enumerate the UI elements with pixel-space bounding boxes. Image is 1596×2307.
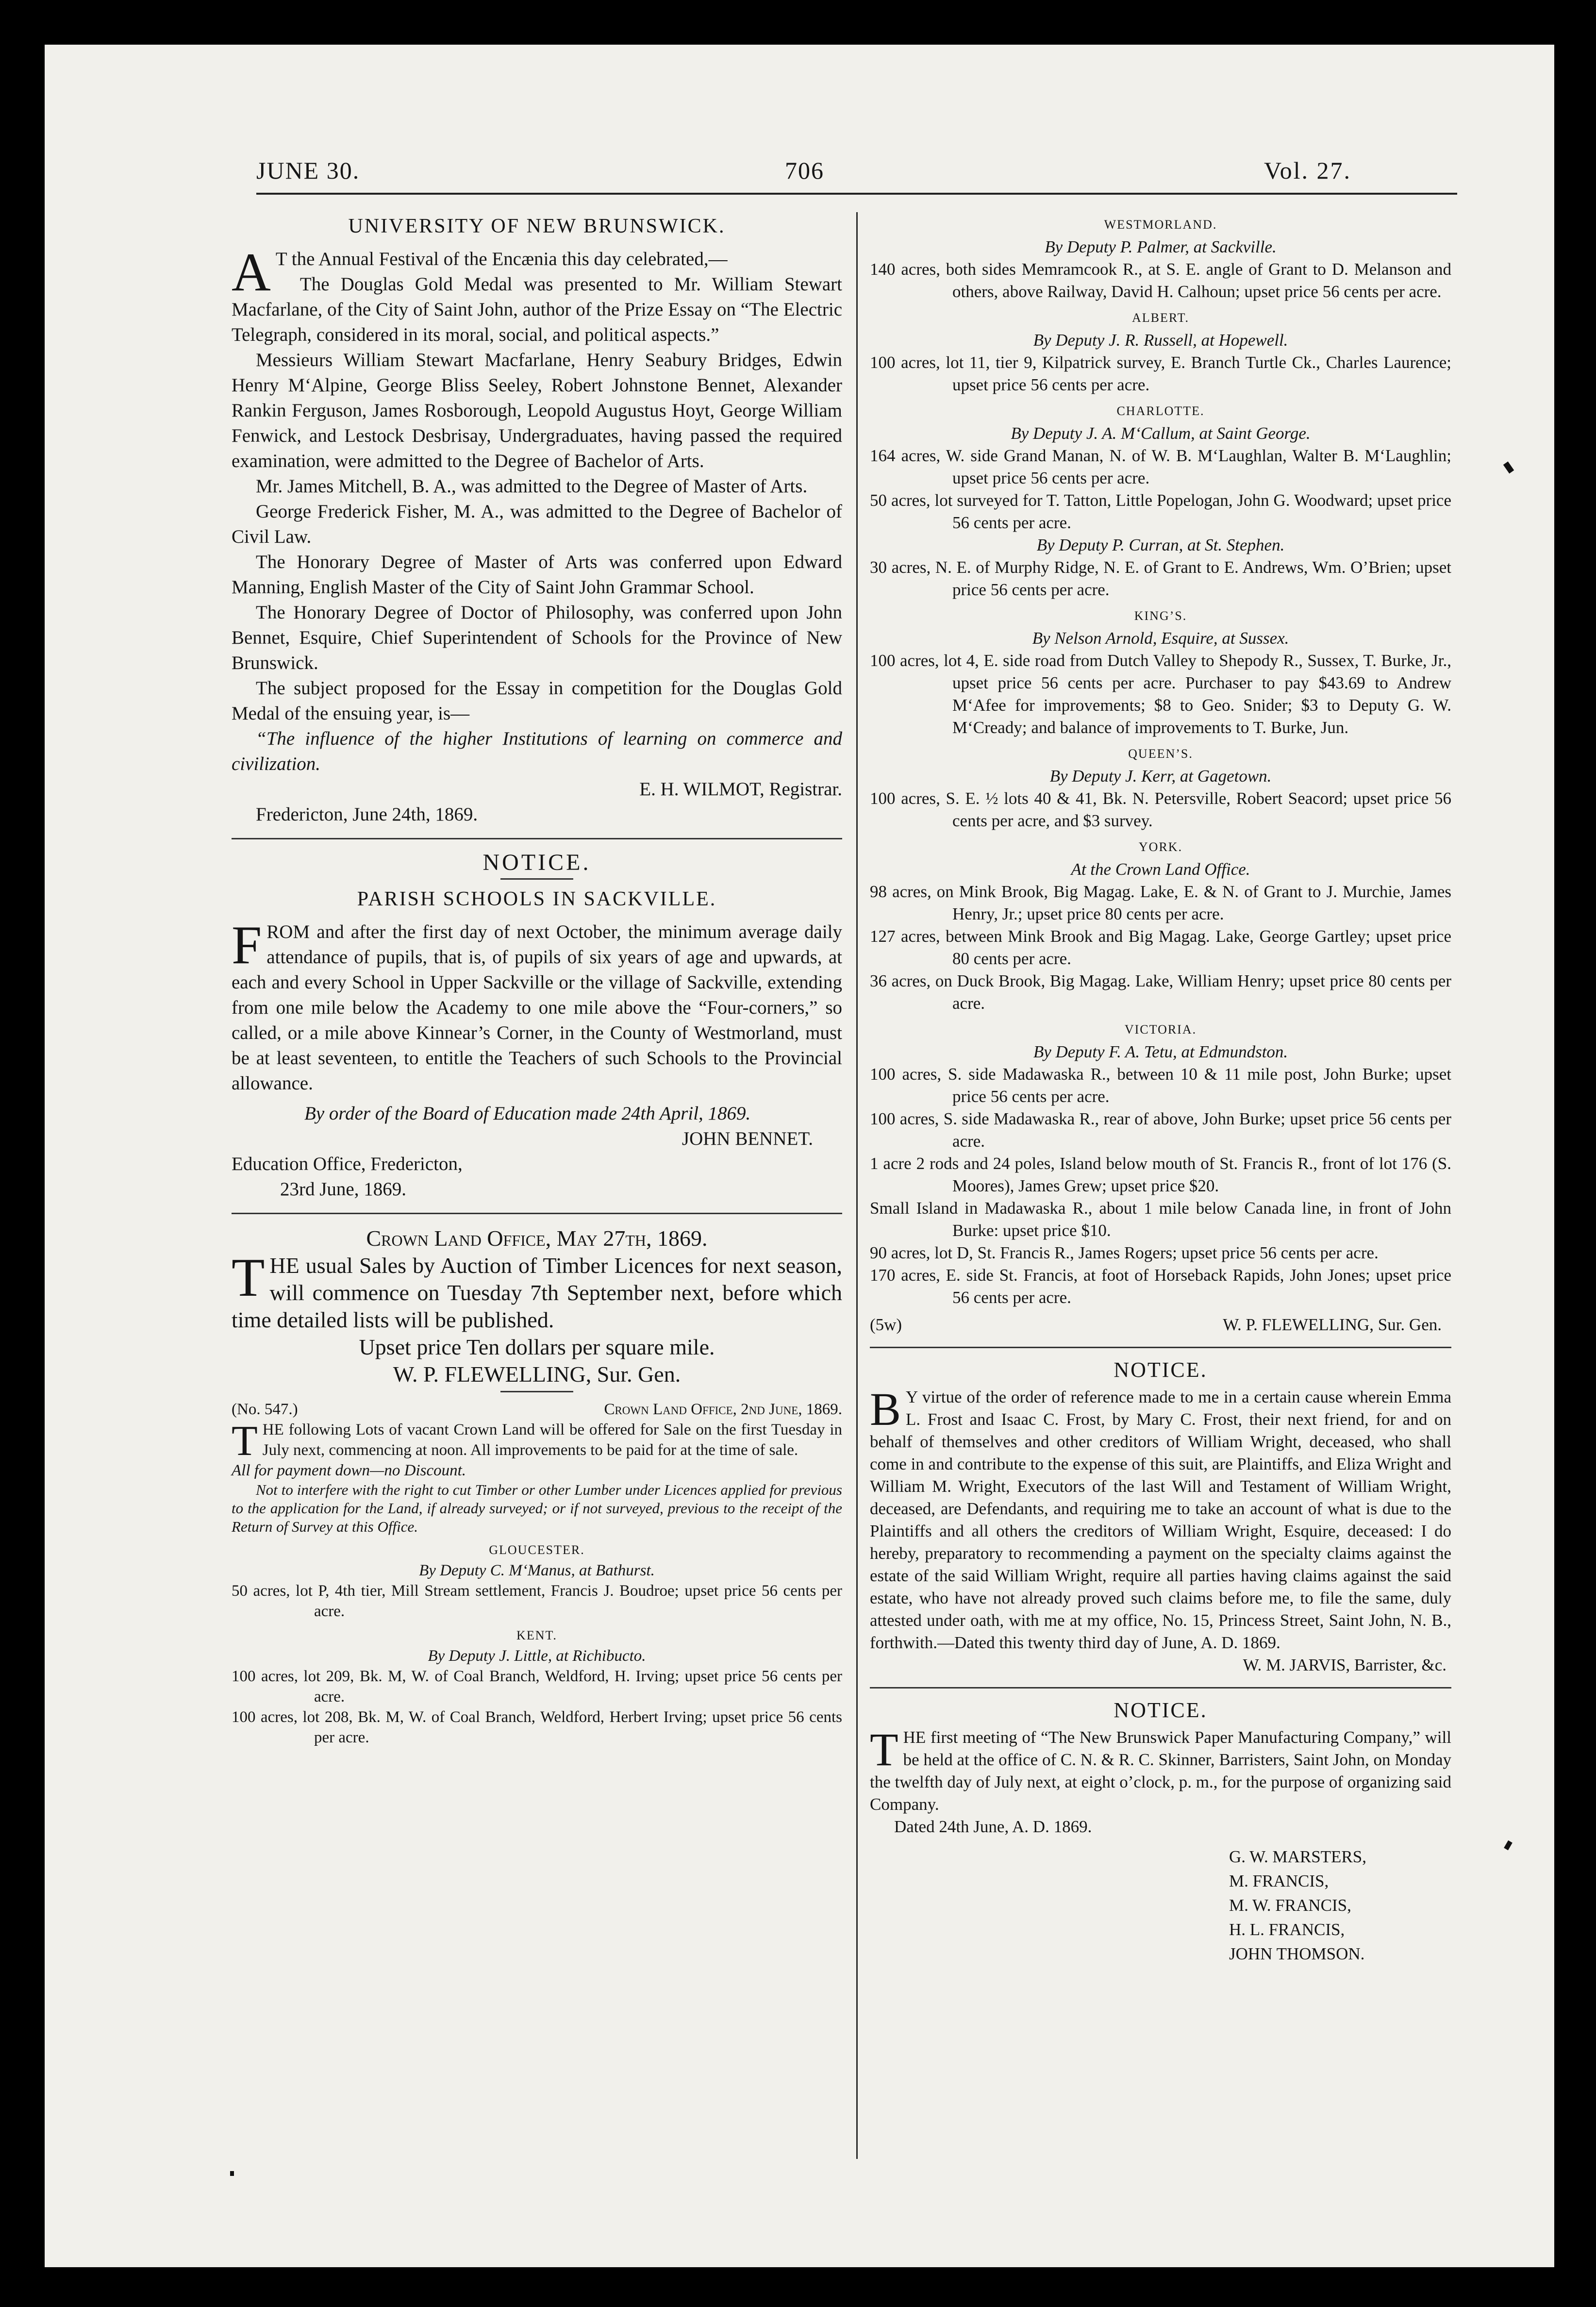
county-name: KENT. <box>516 1628 557 1642</box>
land-lot: 100 acres, S. side Madawaska R., between 10 & 11 mile post, John Burke; upset price 56 cents per acre. <box>870 1065 1451 1106</box>
county-name: VICTORIA. <box>1124 1022 1197 1036</box>
sackville-body: ROM and after the first day of next October, the minimum average daily attendance of pupils, that is, of pupils of six years of age and upwards, at each and every School in Upper Sackville or the village of Sackville, extending from one mile below the Academy to one mile above the “Four-corners,” so called, or a mile above Kinnear’s Corner, in the County of Westmorland, must be at least seventeen, to entitle the Teachers of such Schools to the Provincial allowance. <box>232 921 842 1094</box>
crown-lots-notice <box>232 1399 842 1748</box>
county-name: GLOUCESTER. <box>489 1543 585 1557</box>
county-block <box>870 307 1451 396</box>
signatory: M. W. FRANCIS, <box>1229 1896 1351 1915</box>
paper-blemish <box>1504 1840 1513 1851</box>
land-lot: 100 acres, lot 208, Bk. M, W. of Coal Branch, Weldford, Herbert Irving; upset price 56 cents per acre. <box>232 1708 842 1746</box>
land-lot: 98 acres, on Mink Brook, Big Magag. Lake, E. & N. of Grant to J. Murchie, James Henry, Jr.; upset price 80 cents per acre. <box>870 882 1451 923</box>
county-block <box>232 1540 842 1622</box>
county-block <box>870 836 1451 1015</box>
signatory: JOHN THOMSON. <box>1229 1944 1365 1963</box>
county-name: WESTMORLAND. <box>1104 217 1217 232</box>
right-column <box>870 210 1451 1966</box>
crown-lots-heading: Crown Land Office, 2nd June, 1869. <box>604 1401 842 1418</box>
deputy-line: By Nelson Arnold, Esquire, at Sussex. <box>1032 629 1289 648</box>
paper-blemish <box>1503 462 1514 474</box>
land-lot: 50 acres, lot surveyed for T. Tatton, Little Popelogan, John G. Woodward; upset price 56 cents per acre. <box>870 491 1451 532</box>
crown-lots-body: HE following Lots of vacant Crown Land will be offered for Sale on the first Tuesday in July next, commencing at noon. All improvements to be paid for at the time of sale. <box>262 1421 842 1459</box>
county-block <box>870 1019 1451 1309</box>
university-dateline: Fredericton, June 24th, 1869. <box>256 804 478 825</box>
deputy-line: By Deputy J. Little, at Richibucto. <box>428 1647 646 1665</box>
paper-company-dated: Dated 24th June, A. D. 1869. <box>894 1817 1092 1836</box>
bennet-signature: JOHN BENNET. <box>682 1128 813 1149</box>
notice-title: NOTICE. <box>1114 1358 1208 1382</box>
notice-title: NOTICE. <box>1114 1698 1208 1722</box>
county-block <box>870 534 1451 601</box>
education-office: Education Office, Fredericton, <box>232 1154 463 1174</box>
university-para: George Frederick Fisher, M. A., was admitted to the Degree of Bachelor of Civil Law. <box>232 501 842 547</box>
deputy-line: By Deputy J. R. Russell, at Hopewell. <box>1033 331 1288 350</box>
deputy-line: By Deputy P. Palmer, at Sackville. <box>1045 237 1277 256</box>
timber-sale-notice <box>232 1225 842 1392</box>
county-block <box>232 1625 842 1748</box>
land-lot: 50 acres, lot P, 4th tier, Mill Stream settlement, Francis J. Boudroe; upset price 56 cents per acre. <box>232 1582 842 1620</box>
county-name: CHARLOTTE. <box>1116 404 1205 418</box>
page-date: JUNE 30. <box>256 157 360 184</box>
board-order: By order of the Board of Education made 24th April, 1869. <box>304 1103 751 1124</box>
deputy-line: By Deputy P. Curran, at St. Stephen. <box>1036 535 1285 554</box>
land-lot: 90 acres, lot D, St. Francis R., James Rogers; upset price 56 cents per acre. <box>870 1243 1379 1262</box>
land-lot: 100 acres, lot 11, tier 9, Kilpatrick survey, E. Branch Turtle Ck., Charles Laurence; upset price 56 cents per acre. <box>870 353 1451 394</box>
payment-terms: All for payment down—no Discount. <box>232 1462 466 1479</box>
notice-subtitle: PARISH SCHOOLS IN SACKVILLE. <box>357 888 717 910</box>
paper-company-body: HE first meeting of “The New Brunswick Paper Manufacturing Company,” will be held at the office of C. N. & R. C. Skinner, Barristers, Saint John, on Monday the twelfth day of July next, at eight o’clock, p. m., for the purpose of organizing said Company. <box>870 1728 1451 1814</box>
frost-wright-body: Y virtue of the order of reference made to me in a certain cause wherein Emma L. Frost and Isaac C. Frost, by Mary C. Frost, their next friend, for and on behalf of themselves and other creditors of William Wright, deceased, who shall come in and contribute to the expense of this suit, are Plaintiffs, and Eliza Wright and William M. Wright, Executors of the last Will and Testament of William Wright, deceased, are Defendants, and requiring me to take an account of what is due to the Plaintiffs and all others the creditors of William Wright, Esquire, deceased: I do hereby, preparatory to recommending a payment on the specialty claims against the estate of the said William Wright, require all parties having claims against the said estate, who have not already proved such claims before me, to file the same, duly attested under oath, with me at my office, No. 15, Princess Street, Saint John, N. B., forthwith.—Dated this twenty third day of June, A. D. 1869. <box>870 1388 1451 1652</box>
county-name: ALBERT. <box>1131 311 1190 325</box>
land-lot: 100 acres, S. side Madawaska R., rear of above, John Burke; upset price 56 cents per acre. <box>870 1109 1451 1151</box>
signatory: M. FRANCIS, <box>1229 1872 1329 1890</box>
land-lot: 30 acres, N. E. of Murphy Ridge, N. E. of Grant to E. Andrews, Wm. O’Brien; upset price 56 cents per acre. <box>870 558 1451 599</box>
section-rule <box>870 1347 1451 1348</box>
upset-price-line: Upset price Ten dollars per square mile. <box>359 1335 715 1359</box>
county-list-left <box>232 1540 842 1748</box>
land-lot: 100 acres, lot 209, Bk. M, W. of Coal Branch, Weldford, H. Irving; upset price 56 cents per acre. <box>232 1668 842 1705</box>
deputy-line: At the Crown Land Office. <box>1071 860 1250 879</box>
paper-company-notice <box>870 1699 1451 1966</box>
university-title: UNIVERSITY OF NEW BRUNSWICK. <box>348 215 726 237</box>
education-date: 23rd June, 1869. <box>280 1179 406 1200</box>
land-lot: 36 acres, on Duck Brook, Big Magag. Lake, William Henry; upset price 80 cents per acre. <box>870 971 1451 1013</box>
flewelling-signature: W. P. FLEWELLING, Sur. Gen. <box>393 1362 681 1387</box>
drop-cap: A <box>232 242 271 302</box>
timber-caveat: Not to interfere with the right to cut Timber or other Lumber under Licences applied for previous to the application for the Land, if already surveyed; or if not surveyed, previous to the receipt of the Return of Survey at this Office. <box>232 1481 842 1535</box>
page-number: 706 <box>785 157 824 184</box>
jarvis-signature: W. M. JARVIS, Barrister, &c. <box>1243 1655 1446 1674</box>
drop-cap: F <box>232 915 262 975</box>
volume-number: Vol. 27. <box>1264 157 1352 184</box>
drop-cap: T <box>870 1723 898 1775</box>
university-para: Mr. James Mitchell, B. A., was admitted to the Degree of Master of Arts. <box>256 476 808 497</box>
land-lot: 140 acres, both sides Memramcook R., at S. E. angle of Grant to D. Melanson and others, above Railway, David H. Calhoun; upset price 56 cents per acre. <box>870 260 1451 301</box>
deputy-line: By Deputy J. A. M‘Callum, at Saint George. <box>1011 424 1311 443</box>
essay-subject: “The influence of the higher Institutions of learning on commerce and civilization. <box>232 728 842 774</box>
land-lot: 100 acres, lot 4, E. side road from Dutch Valley to Shepody R., Sussex, T. Burke, Jr., upset price 56 cents per acre. Purchaser to pay $43.69 to Andrew M‘Afee for improvements; $8 to Geo. Snider; $3 to Deputy G. W. M‘Cready; and balance of improvements to T. Burke, Jun. <box>870 651 1451 737</box>
notice-title: NOTICE. <box>482 850 591 875</box>
county-block <box>870 214 1451 303</box>
drop-cap: B <box>870 1383 901 1435</box>
county-block <box>870 743 1451 832</box>
notice-number: (No. 547.) <box>232 1401 298 1418</box>
newspaper-page <box>45 45 1554 2267</box>
paper-blemish <box>230 2171 234 2176</box>
deputy-line: By Deputy J. Kerr, at Gagetown. <box>1049 767 1272 786</box>
university-para: Messieurs William Stewart Macfarlane, Henry Seabury Bridges, Edwin Henry M‘Alpine, George Bliss Seeley, Robert Johnstone Bennet, Alexander Rankin Ferguson, James Rosborough, Leopold Augustus Hoyt, George William Fenwick, and Lestock Desbrisay, Undergraduates, having passed the required examination, were admitted to the Degree of Bachelor of Arts. <box>232 350 842 471</box>
signatory-list <box>1229 1845 1451 1966</box>
land-lot: 170 acres, E. side St. Francis, at foot of Horseback Rapids, John Jones; upset price 56 cents per acre. <box>870 1266 1451 1307</box>
county-name: KING’S. <box>1134 609 1187 623</box>
signatory: H. L. FRANCIS, <box>1229 1920 1345 1939</box>
frost-wright-notice <box>870 1359 1451 1676</box>
land-lot: 1 acre 2 rods and 24 poles, Island below mouth of St. Francis R., front of lot 176 (S. Moores), James Grew; upset price $20. <box>870 1154 1451 1195</box>
short-rule <box>500 878 573 880</box>
university-para: The Honorary Degree of Master of Arts was conferred upon Edward Manning, English Master of the City of Saint John Grammar School. <box>232 552 842 598</box>
county-block <box>870 605 1451 739</box>
signatory: G. W. MARSTERS, <box>1229 1847 1366 1866</box>
university-para: The Douglas Gold Medal was presented to Mr. William Stewart Macfarlane, of the City of Saint John, author of the Prize Essay on “The Electric Telegraph, considered in its moral, social, and political aspects.” <box>232 274 842 345</box>
section-rule <box>232 838 842 839</box>
county-name: YORK. <box>1138 840 1183 854</box>
left-column <box>232 210 842 1748</box>
deputy-line: By Deputy C. M‘Manus, at Bathurst. <box>419 1562 655 1579</box>
drop-cap: T <box>232 1248 265 1308</box>
land-lot: 127 acres, between Mink Brook and Big Magag. Lake, George Gartley; upset price 80 cents per acre. <box>870 927 1451 968</box>
university-notice <box>232 214 842 827</box>
county-list-right <box>870 214 1451 1309</box>
deputy-line: By Deputy F. A. Tetu, at Edmundston. <box>1033 1042 1288 1061</box>
flewelling-signature: W. P. FLEWELLING, Sur. Gen. <box>1223 1315 1442 1334</box>
university-para: The subject proposed for the Essay in competition for the Douglas Gold Medal of the ensuing year, is— <box>232 678 842 724</box>
university-intro: T the Annual Festival of the Encænia this day celebrated,— <box>275 249 728 269</box>
crown-office-heading: Crown Land Office, May 27th, 1869. <box>366 1226 708 1251</box>
university-para: The Honorary Degree of Doctor of Philosophy, was conferred upon John Bennet, Esquire, Chief Superintendent of Schools for the Province of New Brunswick. <box>232 602 842 673</box>
registrar-signature: E. H. WILMOT, Registrar. <box>639 779 842 800</box>
short-rule <box>500 1391 573 1392</box>
county-block <box>870 400 1451 534</box>
land-lot: Small Island in Madawaska R., about 1 mile below Canada line, in front of John Burke: upset price $10. <box>870 1199 1451 1240</box>
county-name: QUEEN’S. <box>1128 747 1193 761</box>
column-divider <box>856 212 858 2159</box>
land-lot: 164 acres, W. side Grand Manan, N. of W. B. M‘Laughlan, Walter B. M‘Laughlin; upset price 56 cents per acre. <box>870 446 1451 487</box>
insertion-ref: (5w) <box>870 1315 902 1334</box>
section-rule <box>870 1687 1451 1688</box>
sackville-notice <box>232 850 842 1202</box>
section-rule <box>232 1213 842 1214</box>
timber-sale-body: HE usual Sales by Auction of Timber Licences for next season, will commence on Tuesday 7th September next, before which time detailed lists will be published. <box>232 1253 842 1332</box>
land-lot: 100 acres, S. E. ½ lots 40 & 41, Bk. N. Petersville, Robert Seacord; upset price 56 cents per acre, and $3 survey. <box>870 789 1451 830</box>
drop-cap: T <box>232 1418 258 1465</box>
header-rule <box>256 193 1457 195</box>
